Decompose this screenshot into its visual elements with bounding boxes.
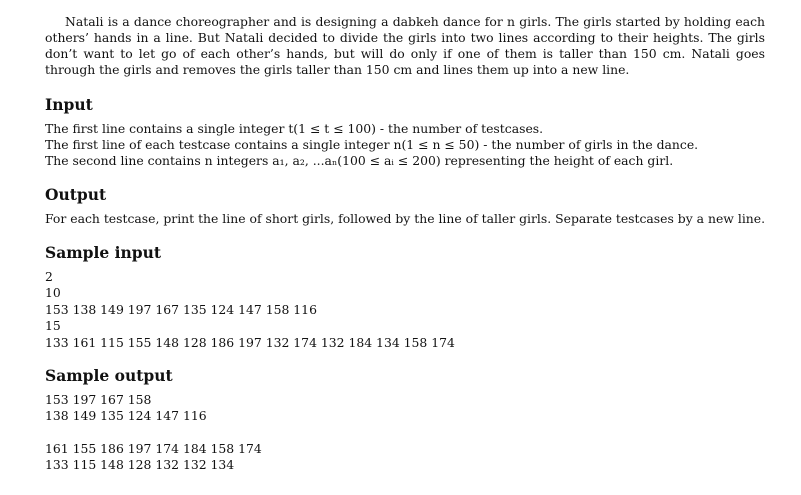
sample-output-line: 138 149 135 124 147 116: [45, 408, 207, 424]
sample-output-heading: Sample output: [45, 366, 173, 386]
sample-output-line: 133 115 148 128 132 132 134: [45, 457, 235, 473]
sample-input-line: 133 161 115 155 148 128 186 197 132 174 132 184 134 158 174: [45, 334, 455, 350]
sample-output-blank-line: [45, 425, 773, 441]
sample-input-line: 153 138 149 197 167 135 124 147 158 116: [45, 301, 317, 317]
sample-output-block: [45, 392, 773, 474]
intro-paragraph: Natali is a dance choreographer and is designing a dabkeh dance for n girls. The girls started by holding each others’ hands in a line. But Natali decided to divide the girls into two lines according to their heights. The girls don’t want to let go of each other’s hands, but will do only if one of them is taller than 150 cm. Natali goes through the girls and removes the girls taller than 150 cm and lines them up into a new line.: [45, 14, 765, 77]
input-line-2: The first line of each testcase contains a single integer n(1 ≤ n ≤ 50) - the number of girls in the dance.: [45, 137, 699, 152]
sample-input-line: 2: [45, 269, 53, 284]
sample-input-block: [45, 269, 773, 351]
sample-input-heading: Sample input: [45, 243, 162, 262]
sample-input-line: 15: [45, 318, 61, 334]
input-line-1: The first line contains a single integer t(1 ≤ t ≤ 100) - the number of testcases.: [45, 121, 544, 136]
input-heading: Input: [45, 95, 93, 114]
output-heading: Output: [45, 185, 107, 204]
output-line-1: For each testcase, print the line of short girls, followed by the line of taller girls. Separate testcases by a new line.: [45, 211, 766, 226]
sample-input-line: 10: [45, 285, 61, 301]
output-description: [45, 211, 773, 227]
input-line-3: The second line contains n integers a₁, a₂, ...aₙ(100 ≤ aᵢ ≤ 200) representing the height of each girl.: [45, 153, 674, 168]
input-description: [45, 121, 773, 169]
sample-output-line: 161 155 186 197 174 184 158 174: [45, 440, 262, 456]
sample-output-line: 153 197 167 158: [45, 392, 152, 408]
